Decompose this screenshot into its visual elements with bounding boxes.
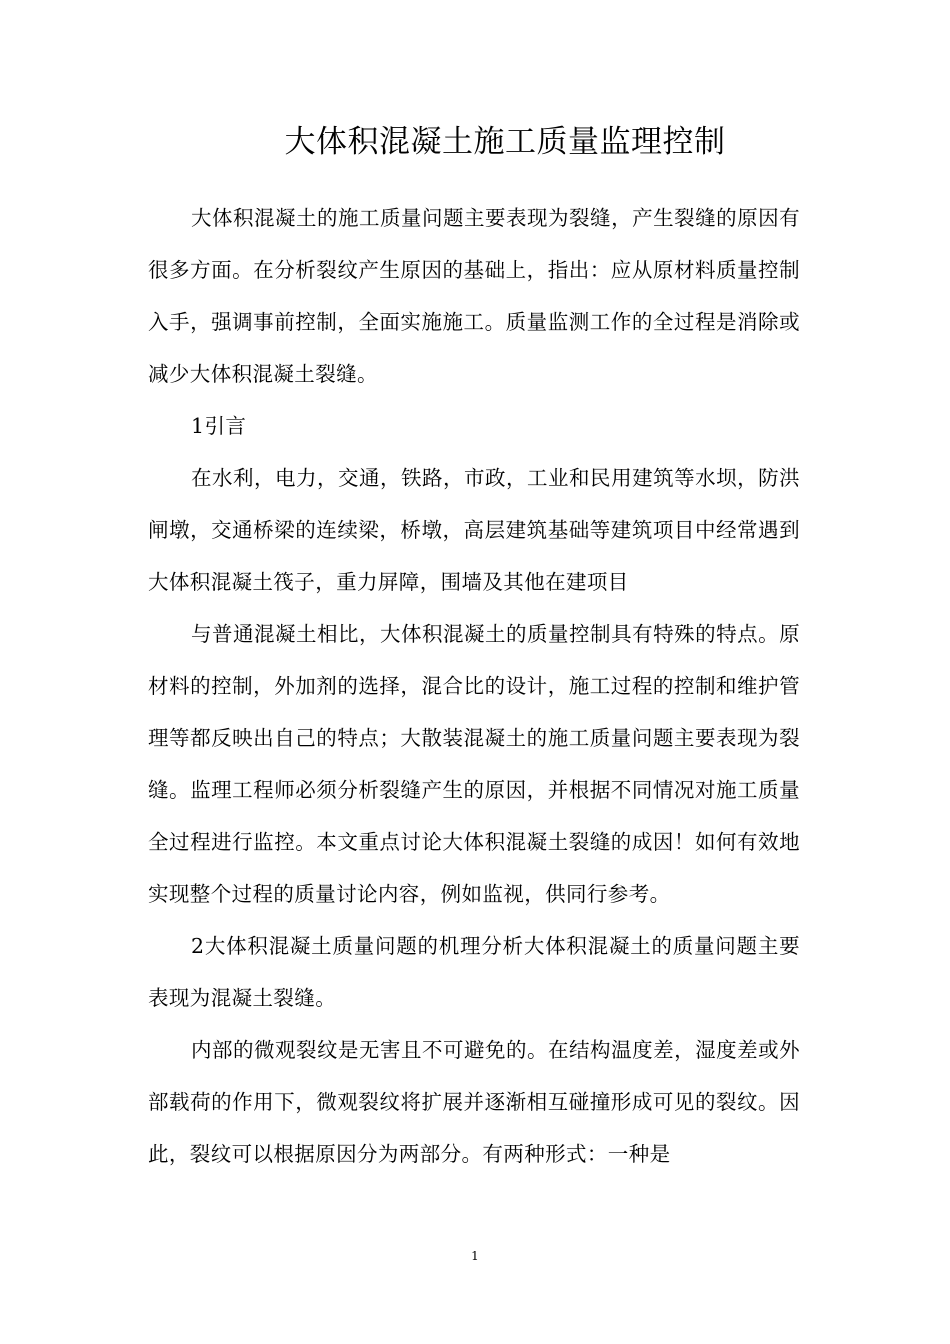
section-2-text: 大体积混凝土质量问题的机理分析大体积混凝土的质量问题主要表现为混凝土裂缝。	[148, 934, 800, 1010]
section-2-paragraph	[148, 920, 800, 1024]
section-number: 2	[191, 934, 205, 958]
intro-paragraph-2: 与普通混凝土相比，大体积混凝土的质量控制具有特殊的特点。原材料的控制，外加剂的选择，混合比的设计，施工过程的控制和维护管理等都反映出自己的特点；大散装混凝土的施工质量问题主要表现为裂缝。监理工程师必须分析裂缝产生的原因，并根据不同情况对施工质量全过程进行监控。本文重点讨论大体积混凝土裂缝的成因！如何有效地实现整个过程的质量讨论内容，例如监视，供同行参考。	[148, 622, 800, 906]
section-number: 1	[191, 414, 205, 438]
abstract-paragraph: 大体积混凝土的施工质量问题主要表现为裂缝，产生裂缝的原因有很多方面。在分析裂纹产生原因的基础上，指出：应从原材料质量控制入手，强调事前控制，全面实施施工。质量监测工作的全过程是消除或减少大体积混凝土裂缝。	[148, 206, 800, 386]
microcrack-paragraph: 内部的微观裂纹是无害且不可避免的。在结构温度差，湿度差或外部载荷的作用下，微观裂纹将扩展并逐渐相互碰撞形成可见的裂纹。因此，裂纹可以根据原因分为两部分。有两种形式：一种是	[148, 1038, 800, 1166]
page-number: 1	[471, 1249, 479, 1263]
document-body	[148, 192, 800, 1180]
document-title: 大体积混凝土施工质量监理控制	[284, 124, 726, 160]
section-heading-introduction	[148, 400, 800, 452]
intro-paragraph-1: 在水利，电力，交通，铁路，市政，工业和民用建筑等水坝，防洪闸墩，交通桥梁的连续梁，桥墩，高层建筑基础等建筑项目中经常遇到大体积混凝土筏子，重力屏障，围墙及其他在建项目	[148, 466, 800, 594]
section-title: 引言	[204, 414, 247, 438]
